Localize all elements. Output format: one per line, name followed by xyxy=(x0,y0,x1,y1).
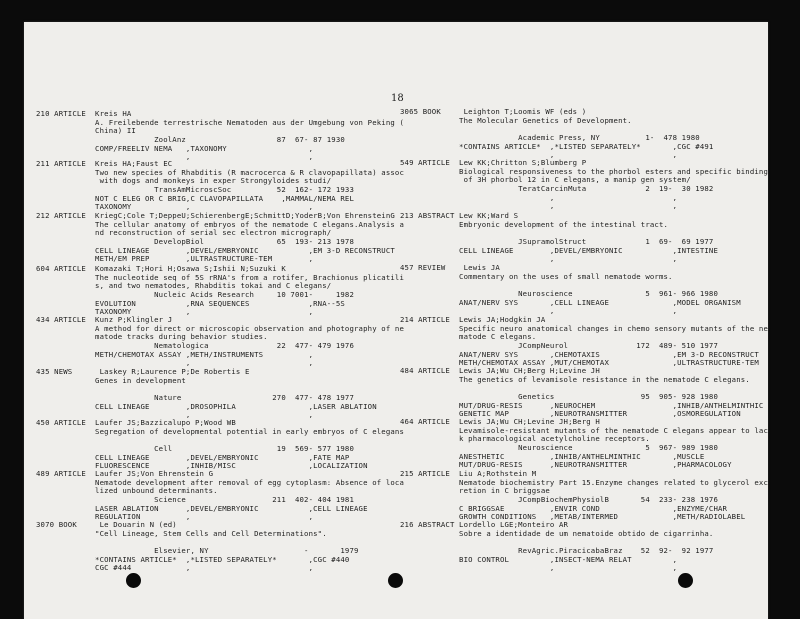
entry-line: matode C elegans. xyxy=(400,332,537,342)
entry-line: FLUORESCENCE ,INHIB/MISC ,LOCALIZATION xyxy=(36,461,368,471)
entry-line: , , xyxy=(400,254,678,264)
entry-line: TeratCarcinMuta 2 19- 30 1982 xyxy=(400,184,714,194)
entry-line: The cellular anatomy of embryos of the nematode C elegans.Analysis a xyxy=(36,219,404,229)
entry-line: CELL LINEAGE ,DEVEL/EMBRYONIC ,FATE MAP xyxy=(36,452,350,462)
entry-line: 213 ABSTRACT Lew KK;Ward S xyxy=(400,211,519,220)
entry-line: Sobre a identidade de um nematoide obtido de cigarrinha. xyxy=(400,528,714,538)
entry-line: TAXONOMY , , xyxy=(36,307,314,317)
entry-line: A. Freilebende terrestrische Nematoden aus der Umgebung von Peking ( xyxy=(36,117,404,127)
bibliography-entry xyxy=(36,419,404,471)
entry-line: 434 ARTICLE Kunz P;Klingler J xyxy=(36,315,173,324)
bibliography-entry xyxy=(400,470,768,522)
entry-line: Nature 270 477- 478 1977 xyxy=(36,393,355,403)
entry-line: 435 NEWS Laskey R;Laurence P;De Robertis E xyxy=(36,367,250,376)
entry-line: retion in C briggsae xyxy=(400,486,550,496)
entry-line: 3065 BOOK Leighton T;Loomis WF (eds ) xyxy=(400,107,587,116)
entry-line: nd reconstruction of serial sec electron micrograph/ xyxy=(36,228,332,238)
entry-line: Science 211 402- 404 1981 xyxy=(36,495,355,505)
entry-line: METH/EM PREP ,ULTRASTRUCTURE-TEM , xyxy=(36,254,314,264)
entry-line: 210 ARTICLE Kreis HA xyxy=(36,109,132,118)
entry-line: TransAmMicroscSoc 52 162- 172 1933 xyxy=(36,185,355,195)
entry-line: NOT C ELEG OR C BRIG,C CLAVOPAPILLATA ,MAMMAL/NEMA REL xyxy=(36,193,355,203)
bibliography-entry xyxy=(400,521,713,573)
entry-line: 549 ARTICLE Lew KK;Chritton S;Blumberg P xyxy=(400,158,587,167)
entry-line: lized unbound determinants. xyxy=(36,486,218,496)
entry-line: s, and two nematodes, Rhabditis tokai and C elegans/ xyxy=(36,281,332,291)
bibliography-entry xyxy=(36,521,359,573)
entry-line: Neuroscience 5 961- 966 1980 xyxy=(400,289,719,299)
entry-line: METH/CHEMOTAX ASSAY ,METH/INSTRUMENTS , xyxy=(36,349,314,359)
entry-line: Biological responsiveness to the phorbol esters and specific binding xyxy=(400,166,768,176)
entry-line: 212 ARTICLE KriegC;Cole T;DeppeU;SchierenbergE;SchmittD;YoderB;Von EhrensteinG xyxy=(36,211,395,220)
entry-line: REGULATION , , xyxy=(36,512,314,522)
entry-line: , , xyxy=(400,563,678,573)
entry-line: Genes in development xyxy=(36,375,186,385)
catalog-page xyxy=(24,22,768,619)
entry-line: Genetics 95 905- 928 1980 xyxy=(400,392,719,402)
bibliography-entry xyxy=(36,368,377,420)
entry-line: , , xyxy=(36,358,314,368)
bibliography-entry xyxy=(36,110,404,162)
entry-line: 489 ARTICLE Laufer JS;Von Ehrenstein G xyxy=(36,469,214,478)
entry-line: GENETIC MAP ,NEUROTRANSMITTER ,OSMOREGULATION xyxy=(400,409,741,419)
entry-line: 3070 BOOK Le Douarin N (ed) xyxy=(36,520,177,529)
bibliography-entry xyxy=(36,160,404,212)
entry-line: 457 REVIEW Lewis JA xyxy=(400,263,500,272)
entry-line: Two new species of Rhabditis (R macrocerca & R clavopapillata) assoc xyxy=(36,167,404,177)
entry-line: DevelopBiol 65 193- 213 1978 xyxy=(36,237,355,247)
entry-line: ANAT/NERV SYS ,CELL LINEAGE ,MODEL ORGANISM xyxy=(400,297,741,307)
bibliography-entry xyxy=(400,418,768,470)
entry-line: 211 ARTICLE Kreis HA;Faust EC xyxy=(36,159,173,168)
entry-line: Nucleic Acids Research 10 7001- 1982 xyxy=(36,290,355,300)
bibliography-entry xyxy=(400,367,763,419)
entry-line: Nematode biochemistry Part 15.Enzyme changes related to glycerol exc xyxy=(400,477,768,487)
entry-line: BIO CONTROL ,INSECT-NEMA RELAT , xyxy=(400,554,678,564)
binder-hole-right xyxy=(678,573,693,588)
entry-line: Academic Press, NY 1- 478 1980 xyxy=(400,133,700,143)
entry-line: RevAgric.PiracicabaBraz 52 92- 92 1977 xyxy=(400,546,714,556)
entry-line: JCompBiochemPhysiolB 54 233- 238 1976 xyxy=(400,495,719,505)
entry-line: MUT/DRUG-RESIS ,NEUROCHEM ,INHIB/ANTHELMINTHIC xyxy=(400,400,764,410)
entry-line: k pharmacological acetylcholine receptors. xyxy=(400,434,650,444)
entry-line: with dogs and monkeys in exper Strongyloides studi/ xyxy=(36,176,332,186)
entry-line: The genetics of levamisole resistance in the nematode C elegans. xyxy=(400,374,750,384)
bibliography-entry xyxy=(36,265,404,317)
bibliography-entry xyxy=(400,264,741,316)
entry-line: , , xyxy=(36,410,314,420)
entry-line: JCompNeurol 172 489- 510 1977 xyxy=(400,341,719,351)
entry-line: , , xyxy=(400,192,678,202)
entry-line: C BRIGGSAE ,ENVIR COND ,ENZYME/CHAR xyxy=(400,503,728,513)
entry-line: TAXONOMY , , xyxy=(36,202,314,212)
entry-line: LASER ABLATION ,DEVEL/EMBRYONIC ,CELL LINEAGE xyxy=(36,503,368,513)
bibliography-entry xyxy=(400,159,768,211)
entry-line: The nucleotide seq of 5S rRNA's from a rotifer, Brachionus plicatili xyxy=(36,272,404,282)
bibliography-entry xyxy=(36,212,404,264)
bibliography-entry xyxy=(400,316,768,368)
entry-line: GROWTH CONDITIONS ,METAB/INTERMED ,METH/RADIOLABEL xyxy=(400,512,746,522)
entry-line: COMP/FREELIV NEMA ,TAXONOMY , xyxy=(36,143,314,153)
bibliography-entry xyxy=(36,470,404,522)
entry-line: *CONTAINS ARTICLE* ,*LISTED SEPARATELY* ,CGC #440 xyxy=(36,554,350,564)
entry-line: 464 ARTICLE Lewis JA;Wu CH;Levine JH;Berg H xyxy=(400,417,600,426)
entry-line: 604 ARTICLE Komazaki T;Hori H;Osawa S;Ishii N;Suzuki K xyxy=(36,264,286,273)
entry-line: CELL LINEAGE ,DROSOPHILA ,LASER ABLATION xyxy=(36,401,377,411)
entry-line: Elsevier, NY - 1979 xyxy=(36,546,359,556)
entry-line: Nematode development after removal of egg cytoplasm: Absence of loca xyxy=(36,477,404,487)
entry-line: Segregation of developmental potential in early embryos of C elegans xyxy=(36,426,404,436)
entry-line: ANAT/NERV SYS ,CHEMOTAXIS ,EM 3-D RECONSTRUCT xyxy=(400,349,759,359)
entry-line: 216 ABSTRACT Lordello LGE;Monteiro AR xyxy=(400,520,569,529)
entry-line: METH/CHEMOTAX ASSAY ,MUT/CHEMOTAX ,ULTRASTRUCTURE-TEM xyxy=(400,358,759,368)
bibliography-entry xyxy=(400,212,718,264)
entry-line: Specific neuro anatomical changes in chemo sensory mutants of the ne xyxy=(400,323,768,333)
bibliography-entry xyxy=(36,316,404,368)
entry-line: Embryonic development of the intestinal tract. xyxy=(400,219,669,229)
entry-line: Nematologica 22 477- 479 1976 xyxy=(36,341,355,351)
entry-line: ANESTHETIC ,INHIB/ANTHELMINTHIC ,MUSCLE xyxy=(400,451,705,461)
binder-hole-left xyxy=(126,573,141,588)
entry-line: , , xyxy=(36,152,314,162)
entry-line: CELL LINEAGE ,DEVEL/EMBRYONIC ,INTESTINE xyxy=(400,245,719,255)
entry-line: The Molecular Genetics of Development. xyxy=(400,115,632,125)
entry-line: Levamisole-resistant mutants of the nematode C elegans appear to lac xyxy=(400,425,768,435)
entry-line: , , xyxy=(400,201,678,211)
entry-line: "Cell Lineage, Stem Cells and Cell Determinations". xyxy=(36,528,327,538)
binder-hole-center xyxy=(388,573,403,588)
entry-line: China) II xyxy=(36,126,136,136)
entry-line: A method for direct or microscopic observation and photography of ne xyxy=(36,323,404,333)
entry-line: , , xyxy=(400,306,678,316)
entry-line: 484 ARTICLE Lewis JA;Wu CH;Berg H;Levine JH xyxy=(400,366,600,375)
page-number: 18 xyxy=(391,93,404,104)
entry-line: Neuroscience 5 967- 989 1980 xyxy=(400,443,719,453)
entry-line: MUT/DRUG-RESIS ,NEUROTRANSMITTER ,PHARMACOLOGY xyxy=(400,460,732,470)
entry-line: Cell 19 569- 577 1980 xyxy=(36,444,355,454)
entry-line: , , xyxy=(400,150,678,160)
entry-line: JSupramolStruct 1 69- 69 1977 xyxy=(400,237,714,247)
entry-line: CELL LINEAGE ,DEVEL/EMBRYONIC ,EM 3-D RECONSTRUCT xyxy=(36,245,395,255)
entry-line: CGC #444 , , xyxy=(36,563,314,573)
entry-line: EVOLUTION ,RNA SEQUENCES ,RNA--5S xyxy=(36,298,345,308)
entry-line: 215 ARTICLE Liu A;Rothstein M xyxy=(400,469,537,478)
entry-line: ZoolAnz 87 67- 87 1930 xyxy=(36,135,345,145)
entry-line: 214 ARTICLE Lewis JA;Hodgkin JA xyxy=(400,315,546,324)
entry-line: Commentary on the uses of small nematode worms. xyxy=(400,271,673,281)
bibliography-entry xyxy=(400,108,713,160)
entry-line: 450 ARTICLE Laufer JS;Bazzicalupo P;Wood WB xyxy=(36,418,236,427)
entry-line: *CONTAINS ARTICLE* ,*LISTED SEPARATELY* ,CGC #491 xyxy=(400,141,714,151)
entry-line: of 3H phorbol 12 in C elegans, a manip gen system/ xyxy=(400,175,691,185)
entry-line: matode tracks during behavior studies. xyxy=(36,332,268,342)
